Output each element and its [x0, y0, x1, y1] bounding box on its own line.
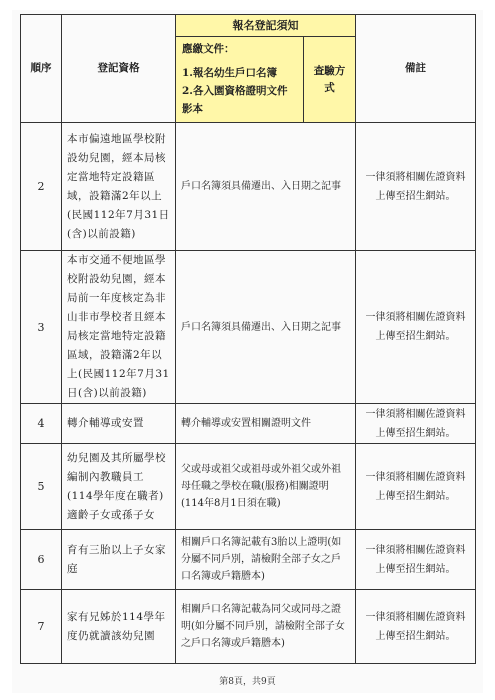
row-check-method: 父或母或祖父或祖母或外祖父或外祖母任職之學校在職(服務)相關證明(114年8月1日須在職) — [176, 444, 356, 530]
row-remark: 一律須將相關佐證資料上傳至招生網站。 — [356, 530, 476, 590]
table-row — [21, 404, 476, 444]
header-row-top — [21, 15, 476, 37]
row-number: 6 — [21, 530, 62, 590]
verify-method-header: 查驗方式 — [304, 37, 356, 123]
row-qualification: 轉介輔導或安置 — [62, 404, 176, 444]
order-header: 順序 — [21, 15, 62, 123]
row-remark: 一律須將相關佐證資料上傳至招生網站。 — [356, 123, 476, 251]
document-page — [12, 10, 483, 693]
docs-item-household-register: 1.報名幼生戶口名簿 — [182, 67, 277, 79]
row-check-method: 戶口名簿須具備遷出、入日期之記事 — [176, 123, 356, 251]
row-number: 3 — [21, 251, 62, 404]
row-check-method: 相關戶口名簿記載為同父或同母之證明(如分屬不同戶別，請檢附全部子女之戶口名簿或戶籍謄本) — [176, 590, 356, 664]
row-number: 2 — [21, 123, 62, 251]
docs-label: 應繳文件： — [182, 43, 235, 55]
row-remark: 一律須將相關佐證資料上傳至招生網站。 — [356, 590, 476, 664]
row-qualification: 本市交通不便地區學校附設幼兒園，經本局前一年度核定為非山非市學校者且經本局核定當地特定設籍區域，設籍滿2年以上(民國112年7月31日(含)以前設籍) — [62, 251, 176, 404]
required-documents-cell — [176, 37, 304, 123]
table-row — [21, 530, 476, 590]
row-number: 5 — [21, 444, 62, 530]
row-check-method: 戶口名簿須具備遷出、入日期之記事 — [176, 251, 356, 404]
table-row — [21, 251, 476, 404]
page-number: 第8頁，共9頁 — [219, 677, 276, 687]
row-check-method: 相關戶口名簿記載有3胎以上證明(如分屬不同戶別，請檢附全部子女之戶口名簿或戶籍謄本) — [176, 530, 356, 590]
row-qualification: 家有兄姊於114學年度仍就讀該幼兒園 — [62, 590, 176, 664]
row-remark: 一律須將相關佐證資料上傳至招生網站。 — [356, 444, 476, 530]
table-row — [21, 590, 476, 664]
section-title: 報名登記須知 — [176, 15, 356, 37]
qualification-header: 登記資格 — [62, 15, 176, 123]
row-qualification: 本市偏遠地區學校附設幼兒園，經本局核定當地特定設籍區域，設籍滿2年以上(民國112年7月31日(含)以前設籍) — [62, 123, 176, 251]
table-row — [21, 123, 476, 251]
row-qualification: 幼兒園及其所屬學校編制內教職員工(114學年度在職者)適齡子女或孫子女 — [62, 444, 176, 530]
table-row — [21, 444, 476, 530]
remarks-header: 備註 — [356, 15, 476, 123]
row-check-method: 轉介輔導或安置相關證明文件 — [176, 404, 356, 444]
row-number: 4 — [21, 404, 62, 444]
row-number: 7 — [21, 590, 62, 664]
row-remark: 一律須將相關佐證資料上傳至招生網站。 — [356, 251, 476, 404]
registration-table — [20, 14, 476, 664]
row-qualification: 育有三胎以上子女家庭 — [62, 530, 176, 590]
docs-item-qualification-proof: 2.各入園資格證明文件影本 — [182, 85, 288, 115]
row-remark: 一律須將相關佐證資料上傳至招生網站。 — [356, 404, 476, 444]
